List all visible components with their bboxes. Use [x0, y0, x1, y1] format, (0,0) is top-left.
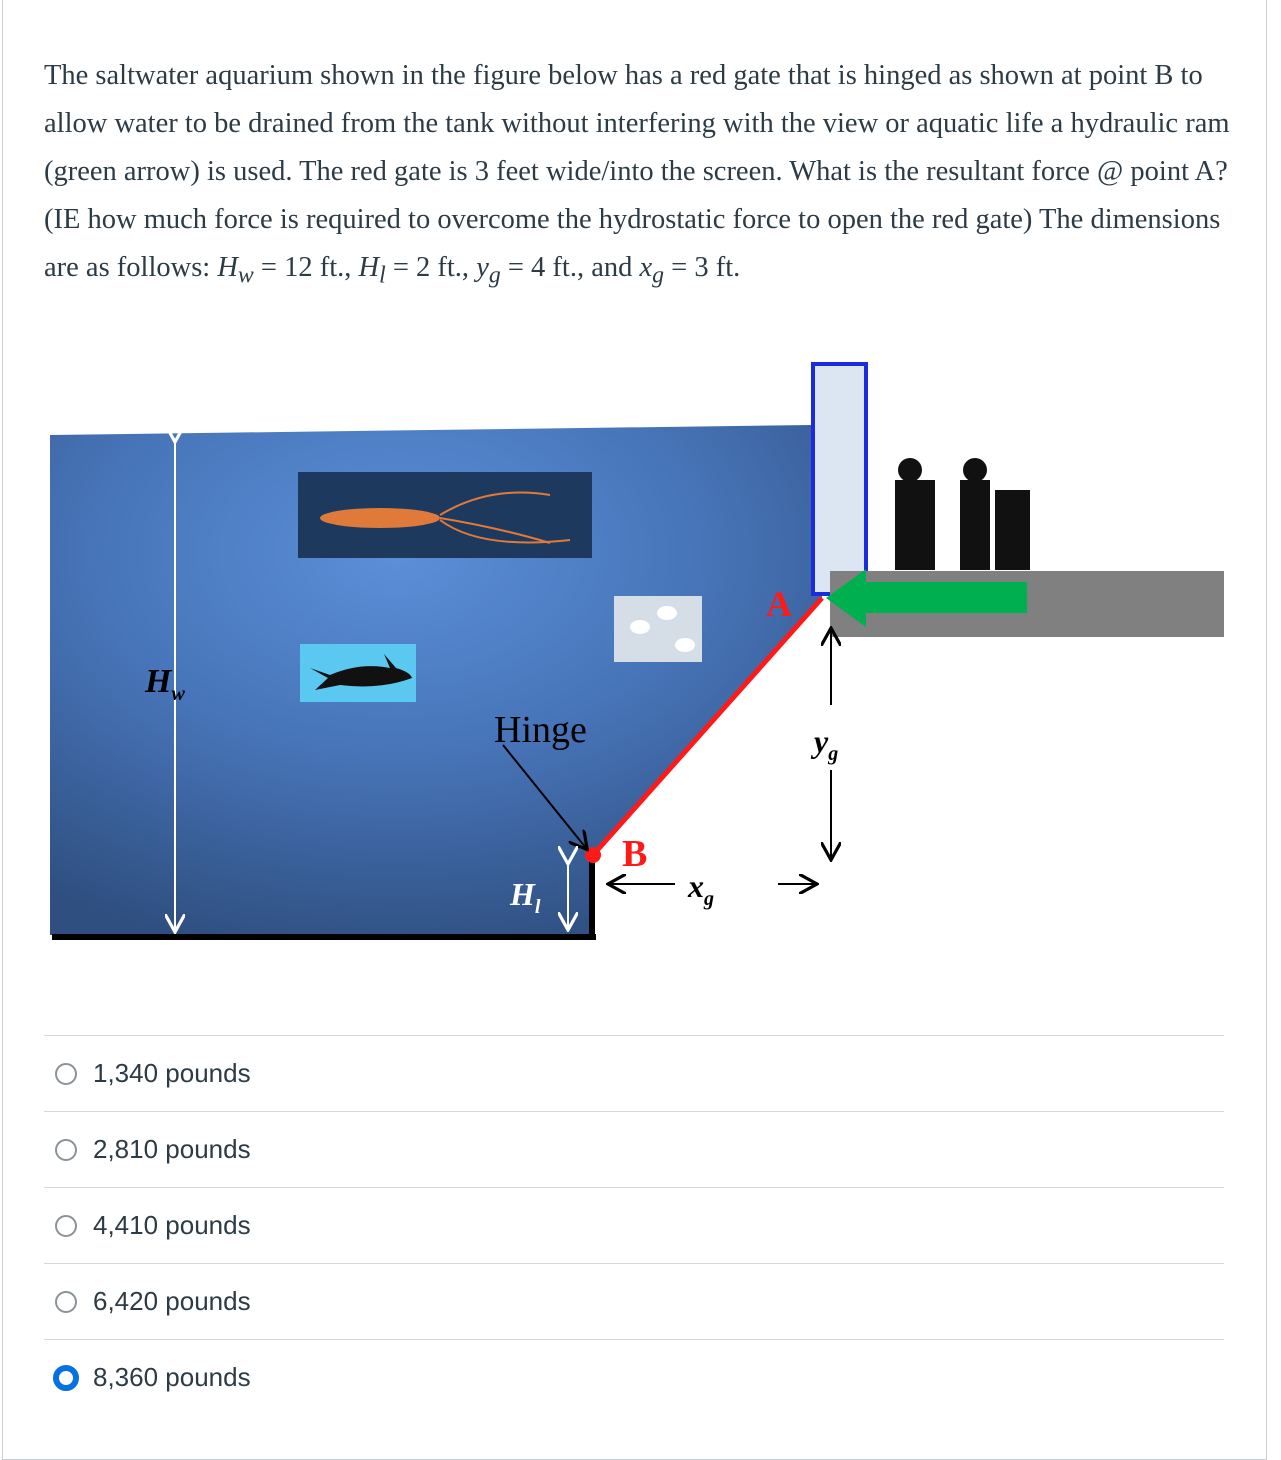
option-label: 8,360 pounds: [93, 1362, 251, 1392]
option-label: 2,810 pounds: [93, 1134, 251, 1164]
radio-button[interactable]: [55, 1291, 77, 1313]
svg-text:yg: $y_g$: [810, 723, 838, 765]
answer-option[interactable]: [44, 1111, 1224, 1187]
xg-label: x: [688, 868, 704, 904]
radio-button[interactable]: [55, 1063, 77, 1085]
point-a-label: A: [766, 584, 792, 624]
radio-button[interactable]: [55, 1139, 77, 1161]
answer-option[interactable]: [44, 1187, 1224, 1263]
answer-option[interactable]: [44, 1263, 1224, 1339]
option-label: 4,410 pounds: [93, 1210, 251, 1240]
point-b-label: B: [622, 833, 648, 875]
hinge-label: Hinge: [494, 709, 587, 751]
radio-button-selected[interactable]: [53, 1365, 79, 1391]
option-label: 1,340 pounds: [93, 1058, 251, 1088]
camera-crew-silhouette: [895, 458, 1030, 570]
hw-label: H: [145, 663, 172, 700]
svg-text:xg: $x_g$: [688, 868, 714, 910]
answer-options: [44, 1035, 1224, 1415]
question-text: The saltwater aquarium shown in the figure below has a red gate that is hinged as shown at point B to allow water to be drained from the tank without interfering with the view or aquatic life a hydraulic ram (green arrow) is used. The red gate is 3 feet wide/into the screen. What is the resultant force @ point A? (IE how much force is required to overcome the hydrostatic force to open the red gate) The dimensions are as follows: $H_w = 12$ ft., $H_l = 2$ ft., $y_g = 4$ ft., and $x_g = 3$ ft.: [44, 60, 1230, 289]
hinge-point-b: [585, 847, 601, 863]
option-label: 6,420 pounds: [93, 1286, 251, 1316]
svg-text:Hw: $H_w$: [145, 663, 185, 705]
hl-label: H: [510, 876, 535, 912]
svg-text:Hl: $H_l$: [510, 876, 541, 918]
answer-option[interactable]: [44, 1035, 1224, 1111]
answer-option[interactable]: [44, 1339, 1224, 1415]
squid-icon: [320, 508, 440, 528]
yg-label: y: [814, 723, 829, 759]
aquarium-figure: [0, 340, 1281, 970]
radio-button[interactable]: [55, 1215, 77, 1237]
viewing-panel: [813, 364, 866, 594]
fish-image: [614, 596, 702, 662]
